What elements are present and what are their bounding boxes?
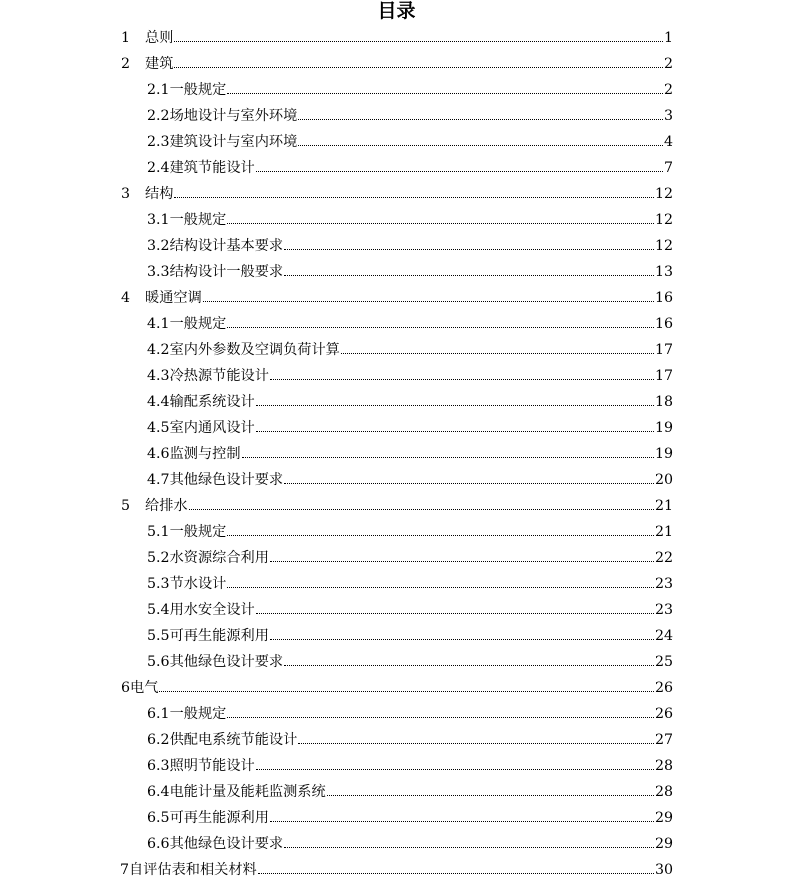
dot-leader (284, 665, 654, 666)
dot-leader (256, 405, 654, 406)
dot-leader (174, 197, 654, 198)
toc-entry-number: 2.1 (147, 82, 170, 98)
toc-entry-page: 16 (654, 290, 673, 306)
toc-entry-number: 5.1 (147, 524, 170, 540)
toc-entry-label: 一般规定 (169, 316, 227, 332)
toc-entry-label: 一般规定 (169, 212, 227, 228)
toc-entry[interactable] (147, 782, 673, 802)
toc-entry-page: 27 (654, 732, 673, 748)
toc-entry[interactable] (147, 80, 673, 100)
toc-entry[interactable] (120, 860, 673, 880)
toc-entry-label: 总则 (145, 30, 174, 46)
toc-entry-label: 室内通风设计 (169, 420, 255, 436)
dot-leader (227, 587, 654, 588)
dot-leader (227, 717, 654, 718)
dot-leader (298, 145, 663, 146)
dot-leader (298, 119, 663, 120)
toc-entry-number: 5.3 (147, 576, 170, 592)
toc-entry-label: 暖通空调 (145, 290, 202, 306)
toc-entry-number: 1 (121, 30, 131, 46)
toc-entry-label: 节水设计 (169, 576, 227, 592)
toc-entry-number: 6.5 (147, 810, 170, 826)
toc-entry-number: 7 (120, 862, 130, 878)
toc-entry[interactable] (147, 548, 673, 568)
dot-leader (284, 275, 654, 276)
dot-leader (270, 821, 654, 822)
toc-entry[interactable] (147, 626, 673, 646)
toc-entry-label: 用水安全设计 (169, 602, 255, 618)
toc-entry[interactable] (147, 470, 673, 490)
toc-entry-number: 4.7 (147, 472, 170, 488)
toc-entry-label: 其他绿色设计要求 (169, 654, 284, 670)
toc-entry-number: 6.2 (147, 732, 170, 748)
toc-entry-page: 25 (654, 654, 673, 670)
toc-entry-page: 30 (654, 862, 673, 878)
toc-entry-label: 一般规定 (169, 706, 227, 722)
toc-entry-label: 供配电系统节能设计 (169, 732, 298, 748)
toc-entry-label: 建筑 (145, 56, 174, 72)
toc-entry-label: 结构设计一般要求 (169, 264, 284, 280)
dot-leader (227, 535, 654, 536)
toc-entry-page: 26 (654, 706, 673, 722)
toc-entry-label: 建筑节能设计 (169, 160, 255, 176)
dot-leader (227, 223, 654, 224)
dot-leader (270, 639, 654, 640)
toc-entry[interactable] (147, 132, 673, 152)
dot-leader (203, 301, 654, 302)
toc-entry-number: 5.6 (147, 654, 170, 670)
dot-leader (258, 873, 654, 874)
toc-entry-label: 一般规定 (169, 82, 227, 98)
toc-entry-label: 电能计量及能耗监测系统 (169, 784, 326, 800)
toc-entry[interactable] (121, 678, 673, 698)
toc-entry[interactable] (147, 392, 673, 412)
toc-entry-page: 23 (654, 602, 673, 618)
toc-entry-number: 5.4 (147, 602, 170, 618)
toc-entry[interactable] (147, 340, 673, 360)
dot-leader (270, 379, 654, 380)
toc-entry[interactable] (147, 236, 673, 256)
toc-entry-label: 结构设计基本要求 (169, 238, 284, 254)
toc-entry-number: 5 (121, 498, 131, 514)
toc-entry-number: 4.3 (147, 368, 170, 384)
toc-entry-number: 3.2 (147, 238, 170, 254)
dot-leader (298, 743, 654, 744)
toc-entry-number: 6.3 (147, 758, 170, 774)
dot-leader (256, 431, 654, 432)
dot-leader (327, 795, 654, 796)
toc-entry-page: 29 (654, 810, 673, 826)
toc-entry-page: 2 (663, 56, 673, 72)
toc-entry-page: 23 (654, 576, 673, 592)
dot-leader (174, 67, 663, 68)
toc-entry[interactable] (121, 28, 673, 48)
toc-entry-label: 水资源综合利用 (169, 550, 269, 566)
toc-entry-number: 4 (121, 290, 131, 306)
toc-entry-label: 一般规定 (169, 524, 227, 540)
toc-entry-label: 监测与控制 (169, 446, 241, 462)
toc-entry-number: 5.2 (147, 550, 170, 566)
toc-entry-page: 7 (663, 160, 673, 176)
toc-entry-label: 其他绿色设计要求 (169, 836, 284, 852)
dot-leader (341, 353, 654, 354)
toc-entry-label: 自评估表和相关材料 (129, 862, 257, 878)
toc-entry-label: 室内外参数及空调负荷计算 (169, 342, 340, 358)
dot-leader (174, 41, 663, 42)
toc-entry[interactable] (147, 730, 673, 750)
dot-leader (256, 171, 663, 172)
toc-entry-page: 28 (654, 784, 673, 800)
toc-entry-number: 6.1 (147, 706, 170, 722)
toc-entry[interactable] (147, 522, 673, 542)
toc-entry-number: 4.2 (147, 342, 170, 358)
dot-leader (242, 457, 654, 458)
toc-entry[interactable] (147, 210, 673, 230)
toc-title: 目录 (377, 0, 416, 22)
toc-entry-label: 照明节能设计 (169, 758, 255, 774)
toc-entry-page: 16 (654, 316, 673, 332)
toc-entry-page: 22 (654, 550, 673, 566)
toc-entry[interactable] (147, 652, 673, 672)
toc-entry-page: 20 (654, 472, 673, 488)
toc-entry-number: 6.4 (147, 784, 170, 800)
toc-entry-page: 13 (654, 264, 673, 280)
toc-entry-number: 6.6 (147, 836, 170, 852)
toc-entry-page: 17 (654, 342, 673, 358)
toc-entry-page: 26 (654, 680, 673, 696)
toc-entry-number: 4.6 (147, 446, 170, 462)
dot-leader (284, 249, 654, 250)
dot-leader (189, 509, 654, 510)
toc-entry-page: 21 (654, 524, 673, 540)
toc-entry-page: 24 (654, 628, 673, 644)
dot-leader (270, 561, 654, 562)
toc-entry-number: 2.4 (147, 160, 170, 176)
toc-entry-page: 4 (663, 134, 673, 150)
toc-entry-page: 18 (654, 394, 673, 410)
toc-entry[interactable] (147, 418, 673, 438)
toc-entry-page: 28 (654, 758, 673, 774)
toc-entry-label: 给排水 (145, 498, 188, 514)
toc-entry[interactable] (121, 184, 673, 204)
toc-entry-number: 3.1 (147, 212, 170, 228)
toc-entry-number: 5.5 (147, 628, 170, 644)
toc-entry[interactable] (147, 834, 673, 854)
dot-leader (284, 847, 654, 848)
toc-entry-number: 6 (121, 680, 131, 696)
toc-entry-page: 12 (654, 212, 673, 228)
dot-leader (227, 327, 654, 328)
toc-entry-number: 2.2 (147, 108, 170, 124)
toc-entry-number: 4.1 (147, 316, 170, 332)
toc-entry-label: 其他绿色设计要求 (169, 472, 284, 488)
toc-entry[interactable] (147, 158, 673, 178)
toc-entry[interactable] (147, 314, 673, 334)
toc-entry[interactable] (147, 756, 673, 776)
toc-entry-number: 3.3 (147, 264, 170, 280)
dot-leader (159, 691, 654, 692)
dot-leader (227, 93, 663, 94)
toc-entry[interactable] (147, 600, 673, 620)
toc-entry-label: 可再生能源利用 (169, 628, 269, 644)
toc-entry[interactable] (147, 366, 673, 386)
toc-entry-label: 建筑设计与室内环境 (169, 134, 298, 150)
dot-leader (284, 483, 654, 484)
toc-entry[interactable] (121, 288, 673, 308)
toc-entry-number: 2.3 (147, 134, 170, 150)
toc-entry-number: 3 (121, 186, 131, 202)
toc-entry[interactable] (147, 106, 673, 126)
toc-entry[interactable] (121, 496, 673, 516)
toc-entry-number: 2 (121, 56, 131, 72)
toc-entry-number: 4.5 (147, 420, 170, 436)
toc-entry-page: 12 (654, 238, 673, 254)
toc-entry-label: 输配系统设计 (169, 394, 255, 410)
toc-entry-page: 29 (654, 836, 673, 852)
toc-entry-label: 冷热源节能设计 (169, 368, 269, 384)
toc-entry[interactable] (147, 704, 673, 724)
toc-entry[interactable] (147, 262, 673, 282)
toc-entry-label: 场地设计与室外环境 (169, 108, 298, 124)
dot-leader (256, 769, 654, 770)
toc-entry-page: 3 (663, 108, 673, 124)
toc-entry-page: 2 (663, 82, 673, 98)
toc-entry-page: 19 (654, 420, 673, 436)
toc-entry-label: 可再生能源利用 (169, 810, 269, 826)
toc-entry-page: 12 (654, 186, 673, 202)
toc-entry-label: 电气 (130, 680, 159, 696)
toc-entry[interactable] (121, 54, 673, 74)
toc-entry-page: 1 (663, 30, 673, 46)
toc-entry[interactable] (147, 574, 673, 594)
toc-entry[interactable] (147, 808, 673, 828)
dot-leader (256, 613, 654, 614)
toc-entry-page: 19 (654, 446, 673, 462)
toc-entry-page: 21 (654, 498, 673, 514)
toc-entry[interactable] (147, 444, 673, 464)
toc-entry-label: 结构 (145, 186, 174, 202)
toc-entry-page: 17 (654, 368, 673, 384)
toc-entry-number: 4.4 (147, 394, 170, 410)
